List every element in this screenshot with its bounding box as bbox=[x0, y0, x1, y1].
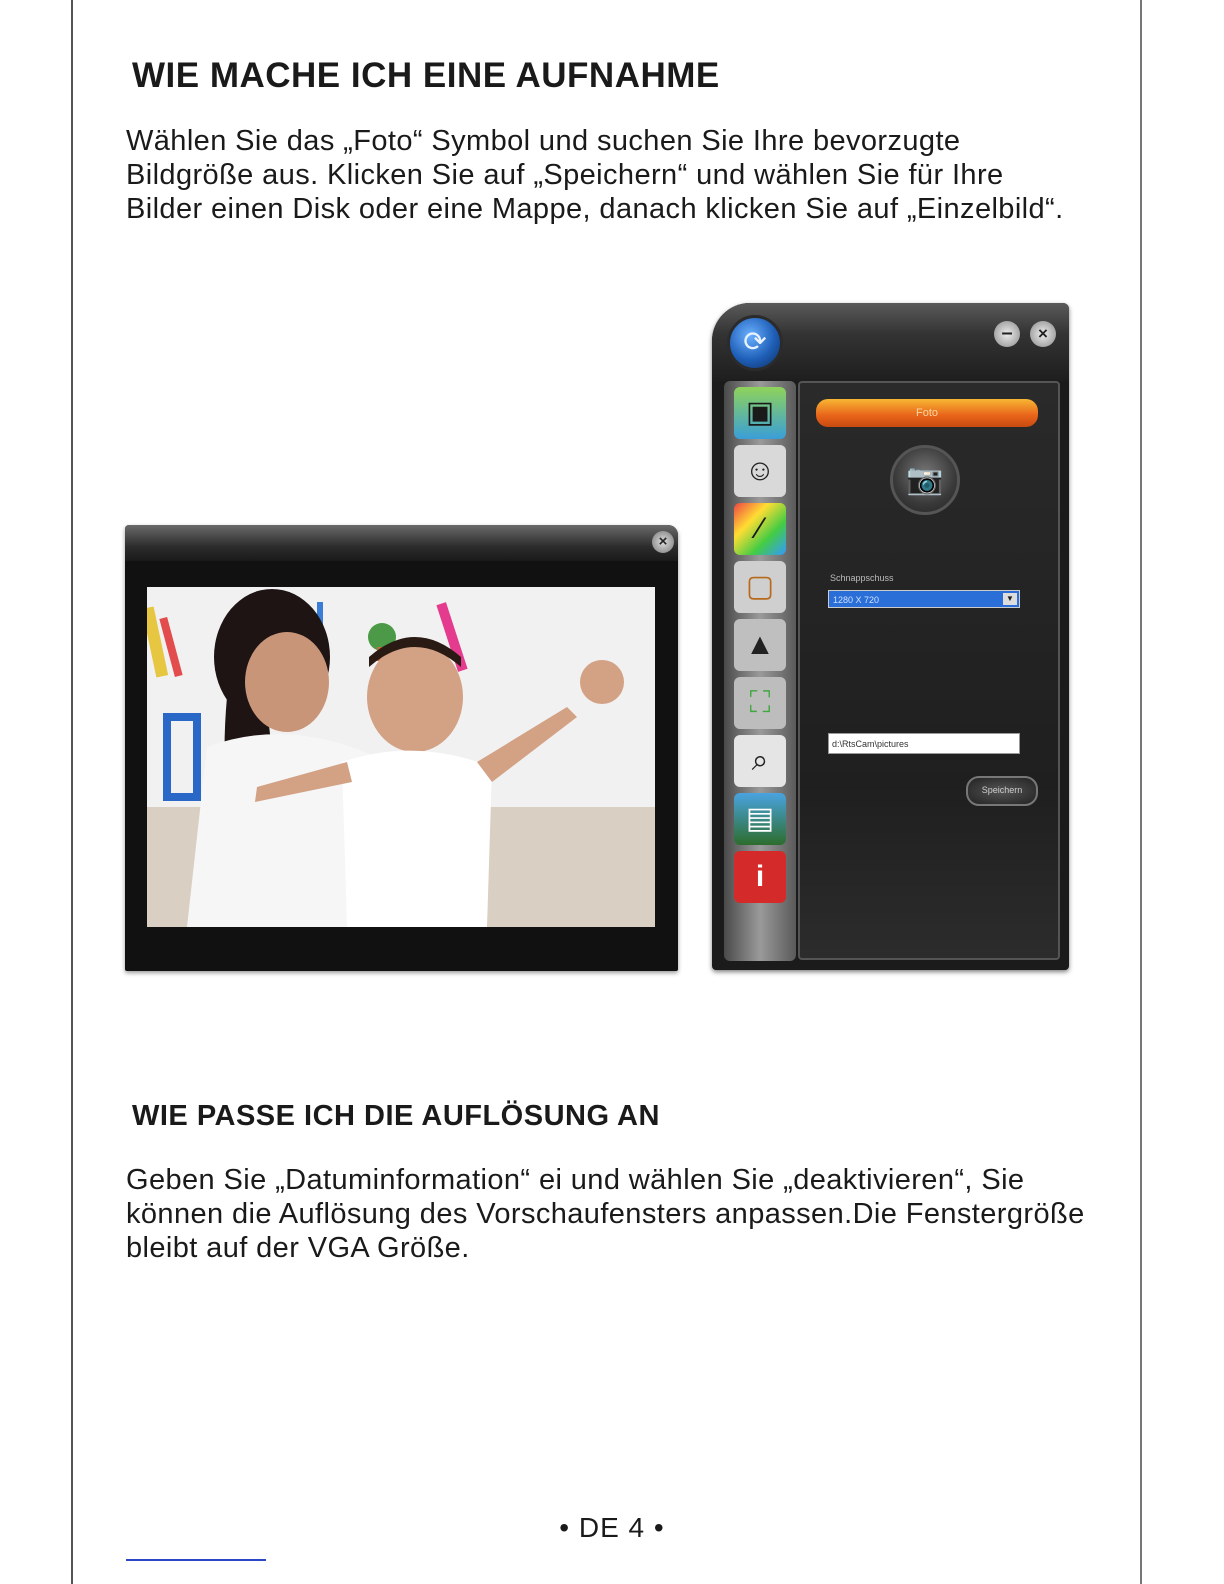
foto-tab-button[interactable]: Foto bbox=[816, 399, 1038, 427]
gallery-icon[interactable]: ▤ bbox=[734, 793, 786, 845]
zoom-focus-icon[interactable]: ⛶ bbox=[734, 677, 786, 729]
color-effects-icon[interactable]: ⁄ bbox=[734, 503, 786, 555]
close-icon[interactable]: × bbox=[1030, 321, 1056, 347]
section-title-resolution: WIE PASSE ICH DIE AUFLÖSUNG AN bbox=[132, 1100, 660, 1132]
resolution-select[interactable] bbox=[828, 590, 1020, 608]
save-button[interactable]: Speichern bbox=[966, 776, 1038, 806]
wizard-hat-icon[interactable]: ▲ bbox=[734, 619, 786, 671]
page-number: • DE 4 • bbox=[559, 1512, 665, 1543]
camera-control-panel bbox=[712, 303, 1069, 970]
info-icon[interactable]: i bbox=[734, 851, 786, 903]
preview-window bbox=[125, 525, 678, 971]
photo-tab-icon[interactable]: ▣ bbox=[734, 387, 786, 439]
minimize-icon[interactable]: – bbox=[994, 321, 1020, 347]
page-border-left bbox=[71, 0, 73, 1584]
camera-icon[interactable]: 📷 bbox=[890, 445, 960, 515]
footer-rule bbox=[126, 1559, 266, 1561]
photo-mother-child bbox=[147, 587, 655, 927]
frame-icon[interactable]: ▢ bbox=[734, 561, 786, 613]
section-paragraph-resolution: Geben Sie „Datuminformation“ ei und wählen Sie „deaktivieren“, Sie können die Auflösung des Vorschaufensters anpassen.Die Fenstergröße bleibt auf der VGA Größe. bbox=[126, 1164, 1085, 1264]
refresh-icon[interactable]: ⟳ bbox=[727, 315, 783, 371]
preview-photo bbox=[147, 587, 655, 927]
section-paragraph-capture: Wählen Sie das „Foto“ Symbol und suchen Sie Ihre bevorzugte Bildgröße aus. Klicken Sie auf „Speichern“ und wählen Sie für Ihre Bilder einen Disk oder eine Mappe, danach klicken Sie auf „Einzelbild“. bbox=[126, 125, 1064, 225]
preview-close-icon[interactable]: × bbox=[652, 531, 674, 553]
resolution-select-value: 1280 X 720 bbox=[833, 595, 880, 605]
chevron-down-icon[interactable]: ▼ bbox=[1003, 593, 1017, 605]
magnifier-icon[interactable]: ⌕ bbox=[734, 735, 786, 787]
tool-sidebar bbox=[724, 381, 796, 961]
preview-titlebar[interactable] bbox=[125, 525, 678, 561]
panel-content bbox=[798, 381, 1060, 960]
face-tracking-icon[interactable]: ☺ bbox=[734, 445, 786, 497]
resolution-label: Schnappschuss bbox=[830, 573, 894, 583]
page-border-right bbox=[1140, 0, 1142, 1584]
section-title-capture: WIE MACHE ICH EINE AUFNAHME bbox=[132, 56, 720, 95]
save-path-input[interactable]: d:\RtsCam\pictures bbox=[828, 733, 1020, 754]
